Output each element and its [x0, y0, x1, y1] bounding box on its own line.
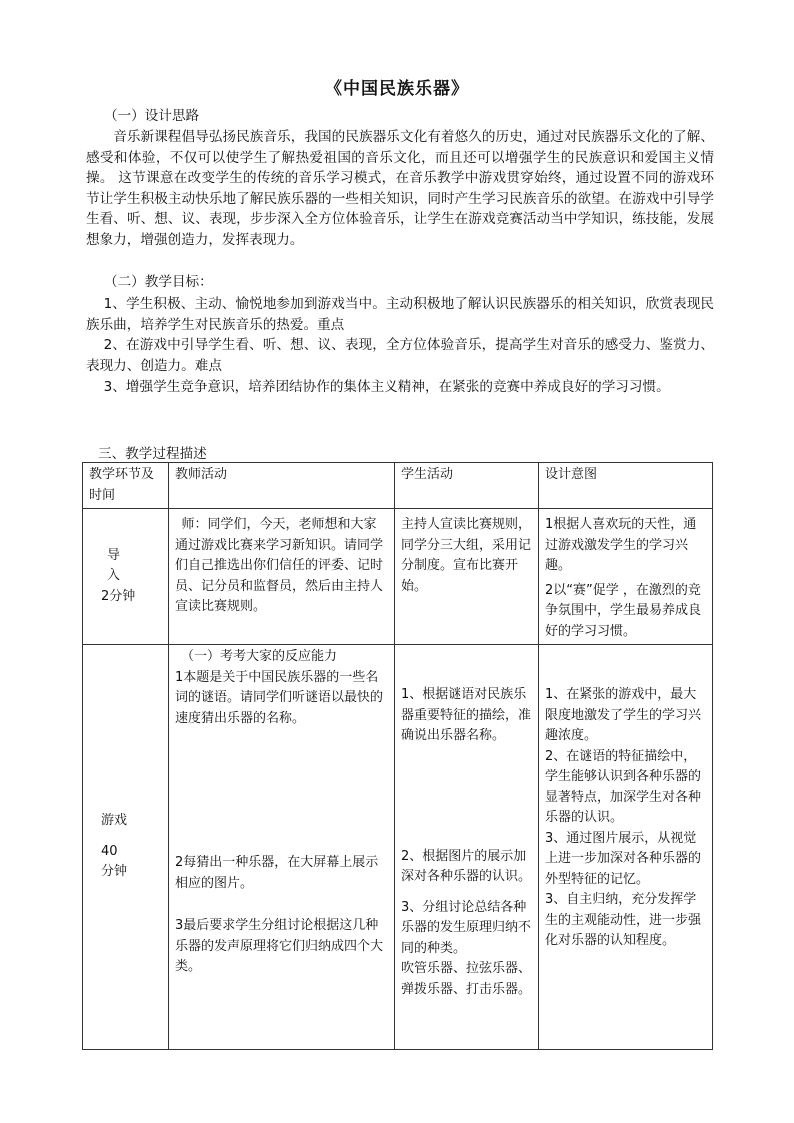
- goal-item-1: 1、学生积极、主动、愉悦地参加到游戏当中。主动积极地了解认识民族器乐的相关知识，欣赏表现民族乐曲，培养学生对民族音乐的热爱。重点: [86, 296, 714, 333]
- stage-game-unit: 分钟: [101, 864, 128, 880]
- section-heading-goals: （二）教学目标：: [104, 274, 213, 290]
- header-teacher: 教师活动: [169, 463, 395, 509]
- game-teacher-step-3: 3最后要求学生分组讨论根据这几种乐器的发声原理将它们归纳成四个大类。: [175, 918, 384, 974]
- section-heading-process: 三、教学过程描述: [98, 446, 207, 462]
- intro-teacher-text: 师：同学们，今天，老师想和大家通过游戏比赛来学习新知识。请同学们自己推选出你们信任的评委、记时员、记分员和监督员，然后由主持人宣读比赛规则。: [175, 517, 384, 614]
- game-teacher-step-2: 2每猜出一种乐器，在大屏幕上展示相应的图片。: [175, 855, 379, 891]
- table-header-row: [83, 463, 713, 509]
- goal-item-3: 3、增强学生竞争意识，培养团结协作的集体主义精神，在紧张的竞赛中养成良好的学习习惯。: [103, 379, 670, 395]
- table-row-intro: [83, 509, 713, 645]
- game-teacher-activity: [169, 645, 395, 1050]
- stage-intro-char-1: 导: [107, 547, 121, 563]
- game-teacher-subtitle: （一）考考大家的反应能力: [181, 649, 338, 664]
- header-student: 学生活动: [395, 463, 539, 509]
- design-paragraph: 音乐新课程倡导弘扬民族音乐，我国的民族器乐文化有着悠久的历史，通过对民族器乐文化的了解、感受和体验，不仅可以使学生了解热爱祖国的音乐文化，而且还可以增强学生的民族意识和爱国主义情操。 这节课意在改变学生的传统的音乐学习模式，在音乐教学中游戏贯穿始终，通过设置不同的游戏环节让学生积极主动快乐地了解民族乐器的一些相关知识，同时产生学习民族音乐的欲望。在游戏中引导学生看、听、想、议、表现，步步深入全方位体验音乐，让学生在游戏竞赛活动当中学知识，练技能，发展想象力，增强创造力，发挥表现力。: [86, 129, 714, 248]
- stage-game-num: 40: [101, 843, 118, 859]
- teaching-process-table: [82, 462, 713, 1050]
- game-intent-2: 2、在谜语的特征描绘中，学生能够认识到各种乐器的显著特点，加深学生对各种乐器的认识。: [545, 748, 702, 825]
- stage-intro-char-2: 入: [107, 568, 121, 584]
- section-heading-design: （一）设计思路: [104, 108, 200, 124]
- game-intent-3: 3、通过图片展示，从视觉上进一步加深对各种乐器的外型特征的记忆。: [545, 830, 702, 887]
- game-student-step-1: 1、根据谜语对民族乐器重要特征的描绘，准确说出乐器名称。: [401, 687, 532, 743]
- intro-intent-2: 2以“赛”促学 ，在激烈的竞争氛围中，学生最易养成良好的学习习惯。: [545, 582, 702, 639]
- intro-design-intent: [539, 509, 713, 645]
- table-row-game: [83, 645, 713, 1050]
- intro-student-text: 主持人宣读比赛规则，同学分三大组，采用记分制度。宣布比赛开始。: [401, 517, 532, 594]
- game-student-step-3: 3、分组讨论总结各种乐器的发生原理归纳不同的种类。: [401, 899, 532, 956]
- game-design-intent: [539, 645, 713, 1050]
- goal-item-2: 2、在游戏中引导学生看、听、想、议、表现，全方位体验音乐，提高学生对音乐的感受力、鉴赏力、表现力、创造力。难点: [86, 337, 714, 374]
- game-student-step-2: 2、根据图片的展示加深对各种乐器的认识。: [401, 848, 532, 884]
- header-intent: 设计意图: [539, 463, 713, 509]
- game-teacher-step-1: 1本题是关于中国民族乐器的一些名词的谜语。请同学们听谜语以最快的速度猜出乐器的名称。: [175, 669, 384, 726]
- intro-teacher-activity: [169, 509, 395, 645]
- game-intent-1: 1、在紧张的游戏中，最大限度地激发了学生的学习兴趣浓度。: [545, 687, 702, 743]
- document-title: 《中国民族乐器》: [325, 79, 469, 99]
- game-intent-4: 3、自主归纳，充分发挥学生的主观能动性，进一步强化对乐器的认知程度。: [545, 892, 702, 948]
- stage-game-name: 游戏: [101, 813, 128, 829]
- stage-intro-time: 2分钟: [101, 588, 136, 604]
- game-student-activity: [395, 645, 539, 1050]
- stage-game: [83, 645, 169, 1050]
- game-student-categories: 吹管乐器、拉弦乐器、弹拨乐器、打击乐器。: [401, 961, 532, 997]
- intro-student-activity: [395, 509, 539, 645]
- header-stage: 教学环节及时间: [83, 463, 169, 509]
- intro-intent-1: 1根据人喜欢玩的天性，通过游戏激发学生的学习兴趣。: [545, 517, 697, 573]
- stage-intro: [83, 509, 169, 645]
